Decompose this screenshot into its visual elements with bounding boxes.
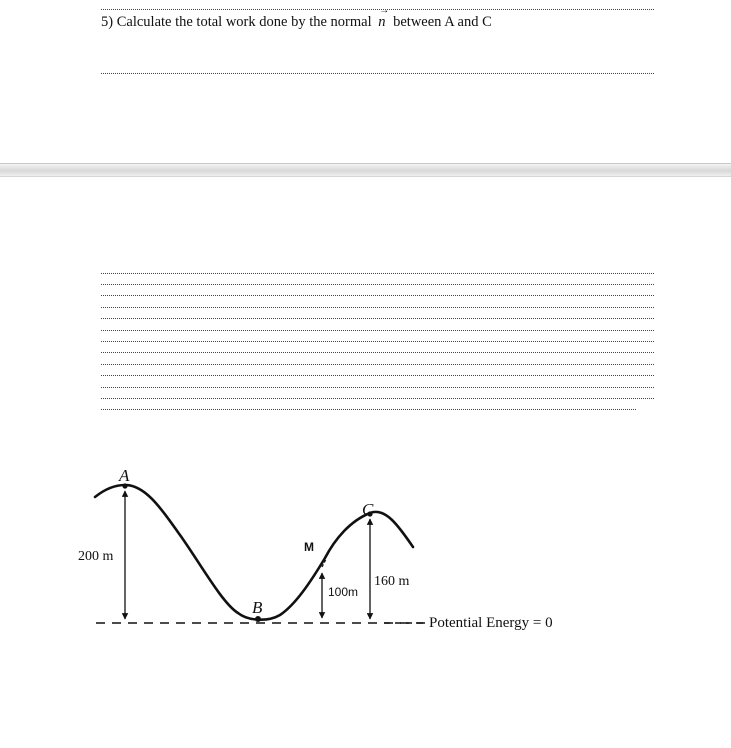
vector-letter: n — [378, 14, 386, 30]
label-reference: Potential Energy = 0 — [429, 615, 553, 631]
answer-line — [101, 387, 654, 388]
answer-line — [101, 341, 654, 342]
answer-line — [101, 284, 654, 285]
answer-line — [101, 364, 654, 365]
track-diagram — [0, 455, 731, 645]
question-text-before: Calculate the total work done by the normal — [116, 14, 372, 30]
page-separator — [0, 163, 731, 177]
label-point-a: A — [119, 466, 130, 485]
answer-line — [101, 307, 654, 308]
answer-line — [101, 273, 654, 274]
vector-arrow-icon: → — [379, 5, 390, 16]
answer-line — [101, 352, 654, 353]
question-number: 5) — [101, 14, 114, 30]
answer-line — [101, 398, 654, 399]
label-height-m: 100m — [328, 585, 359, 599]
label-point-m: M — [304, 540, 314, 554]
answer-line-top — [101, 9, 654, 10]
label-point-b: B — [252, 598, 263, 617]
question-text-after: between A and C — [393, 14, 492, 30]
answer-line — [101, 330, 654, 331]
label-height-c: 160 m — [374, 574, 410, 589]
label-height-a: 200 m — [78, 549, 114, 564]
answer-line — [101, 318, 654, 319]
answer-line — [101, 375, 654, 376]
answer-line — [101, 73, 654, 74]
answer-line — [101, 409, 636, 410]
answer-line — [101, 295, 654, 296]
label-point-c: C — [362, 500, 374, 519]
question-5 — [101, 5, 492, 31]
normal-vector-symbol — [378, 5, 390, 31]
